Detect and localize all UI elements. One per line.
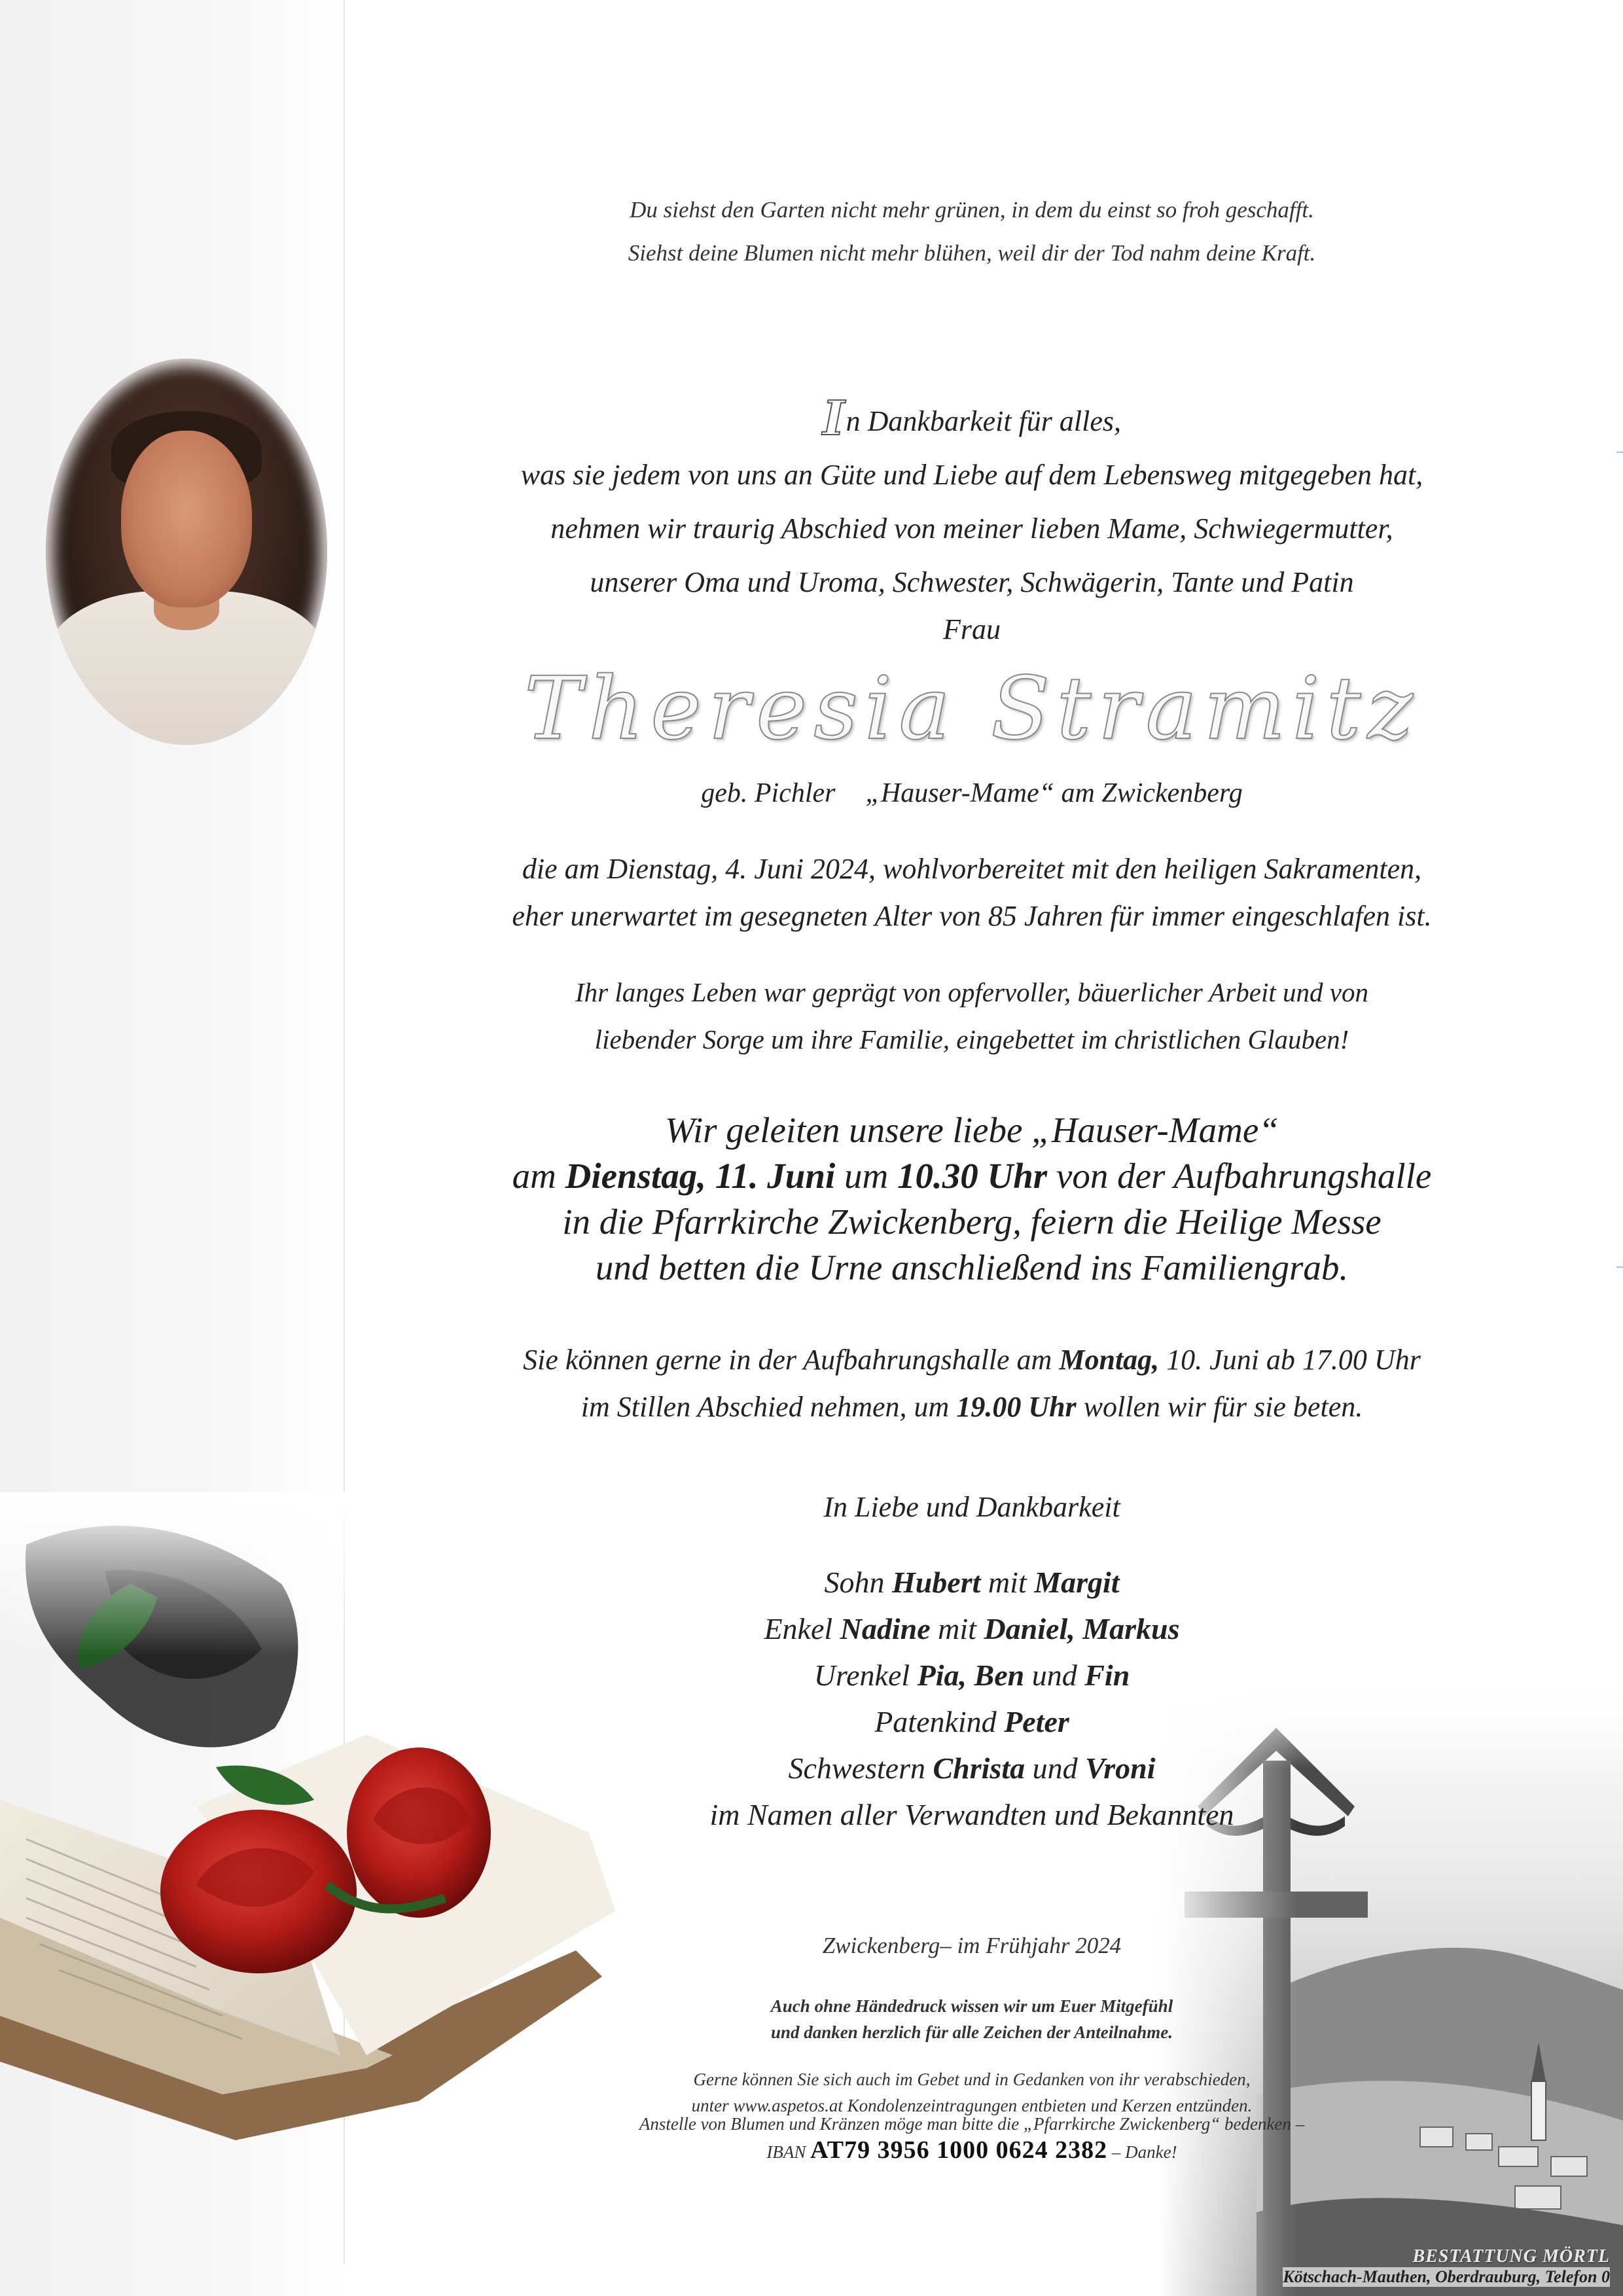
iban-number: AT79 3956 1000 0624 2382 [810,2136,1108,2164]
thanks-line: Auch ohne Händedruck wissen wir um Euer Mitgefühl [770,1996,1173,2016]
intro-line: was sie jedem von uns an Güte und Liebe auf dem Lebensweg mitgegeben hat, [520,459,1423,491]
visitation-text: 10. Juni ab 17.00 Uhr [1159,1344,1421,1376]
life-line: Ihr langes Leben war geprägt von opfervoller, bäuerlicher Arbeit und von [575,977,1368,1007]
mourner-name: Christa [933,1751,1026,1785]
intro-text: n Dankbarkeit für alles, [846,405,1122,437]
funeral-details [386,1107,1558,1291]
visitation-details [386,1336,1558,1431]
visitation-line [386,1336,1558,1384]
relation: Schwestern [788,1751,933,1785]
salutation: Frau [943,613,1001,645]
funeral-text: am [512,1156,565,1196]
funeral-line: und betten die Urne anschließend ins Familiengrab. [595,1247,1349,1287]
gratitude-intro [386,391,1558,609]
birth-name: geb. Pichler [701,778,836,808]
funeral-day: Dienstag, 11. Juni [565,1156,836,1196]
thanks-note [386,1993,1558,2045]
life-description [386,969,1558,1063]
funeral-line: Wir geleiten unsere liebe „Hauser-Mame“ [665,1110,1279,1150]
poem-line: Du siehst den Garten nicht mehr grünen, in dem du einst so froh geschafft. [630,197,1314,223]
life-line: liebender Sorge um ihre Familie, eingebettet im christlichen Glauben! [594,1024,1349,1054]
intro-line: unserer Oma und Uroma, Schwester, Schwägerin, Tante und Patin [590,566,1354,598]
nickname: „Hauser-Mame“ am Zwickenberg [865,778,1243,808]
iban-label: IBAN [766,2142,811,2162]
mourners-intro: In Liebe und Dankbarkeit [823,1491,1120,1523]
ornate-initial: I [822,390,845,446]
undertaker-imprint [1283,2246,1610,2287]
mourner-name: Nadine [840,1612,931,1645]
place-date: Zwickenberg– im Frühjahr 2024 [822,1933,1122,1958]
edge-mark [1616,452,1623,453]
connector: und [1025,1751,1086,1785]
mourners-list [386,1559,1558,1838]
death-line: die am Dienstag, 4. Juni 2024, wohlvorbereitet mit den heiligen Sakramenten, [522,853,1422,885]
mourner-row [386,1605,1558,1652]
intro-line [386,391,1558,448]
funeral-text: von der Aufbahrungshalle [1047,1156,1432,1196]
birth-name-line [386,774,1558,813]
mourner-name: Hubert [891,1566,981,1599]
poem-line: Siehst deine Blumen nicht mehr blühen, weil dir der Tod nahm deine Kraft. [628,240,1316,266]
relation: Patenkind [874,1705,1005,1738]
visitation-text: Sie können gerne in der Aufbahrungshalle am [523,1344,1060,1376]
visitation-text: wollen wir für sie beten. [1076,1391,1363,1423]
edge-mark [1616,1266,1623,1268]
death-notice [386,846,1558,940]
donation-line: Anstelle von Blumen und Kränzen möge man bitte die „Pfarrkirche Zwickenberg“ bedenken – [639,2114,1305,2134]
relation: Enkel [764,1612,840,1645]
connector: mit [980,1566,1035,1599]
iban-line [386,2137,1558,2165]
portrait-photo [46,359,327,745]
iban-thanks: – Danke! [1107,2142,1177,2162]
funeral-line [386,1153,1558,1199]
death-line: eher unerwartet im gesegneten Alter von 85 Jahren für immer eingeschlafen ist. [512,900,1432,932]
mourner-name: Fin [1084,1659,1130,1692]
thanks-line: und danken herzlich für alle Zeichen der Anteilnahme. [770,2022,1173,2042]
relation: Urenkel [813,1659,918,1692]
funeral-text: um [835,1156,897,1196]
visitation-text: im Stillen Abschied nehmen, um [580,1391,957,1423]
mourner-name: Vroni [1085,1751,1156,1785]
mourner-name: Daniel, Markus [984,1612,1180,1645]
prayer-time: 19.00 Uhr [956,1391,1077,1423]
portrait-face [121,431,252,607]
undertaker-address: Kötschach-Mauthen, Oberdrauburg, Telefon 0 [1283,2267,1610,2286]
visitation-line [386,1384,1558,1431]
deceased-name: Theresia Stramitz [524,658,1420,759]
undertaker-name: BESTATTUNG MÖRTL [1412,2246,1610,2267]
funeral-time: 10.30 Uhr [897,1156,1048,1196]
relation: Sohn [824,1566,892,1599]
connector: und [1024,1659,1085,1692]
mourner-row [386,1652,1558,1698]
mourner-name: Margit [1034,1566,1120,1599]
intro-line: nehmen wir traurig Abschied von meiner lieben Mame, Schwiegermutter, [550,512,1393,545]
visitation-day: Montag, [1059,1344,1160,1376]
poem-quote [386,188,1558,275]
mourners-closing: im Namen aller Verwandten und Bekannten [709,1798,1234,1831]
mourner-row [386,1698,1558,1745]
mourner-row [386,1745,1558,1791]
mourner-name: Peter [1004,1705,1069,1738]
online-line: Gerne können Sie sich auch im Gebet und in Gedanken von ihr verabschieden, [693,2070,1251,2089]
funeral-line: in die Pfarrkirche Zwickenberg, feiern die Heilige Messe [562,1202,1382,1242]
mourner-row [386,1559,1558,1605]
mourner-name: Pia, Ben [917,1659,1025,1692]
online-line: unter www.aspetos.at Kondolenzeintragungen entbieten und Kerzen entzünden. [691,2096,1253,2115]
connector: mit [930,1612,984,1645]
donation-note [386,2111,1558,2165]
